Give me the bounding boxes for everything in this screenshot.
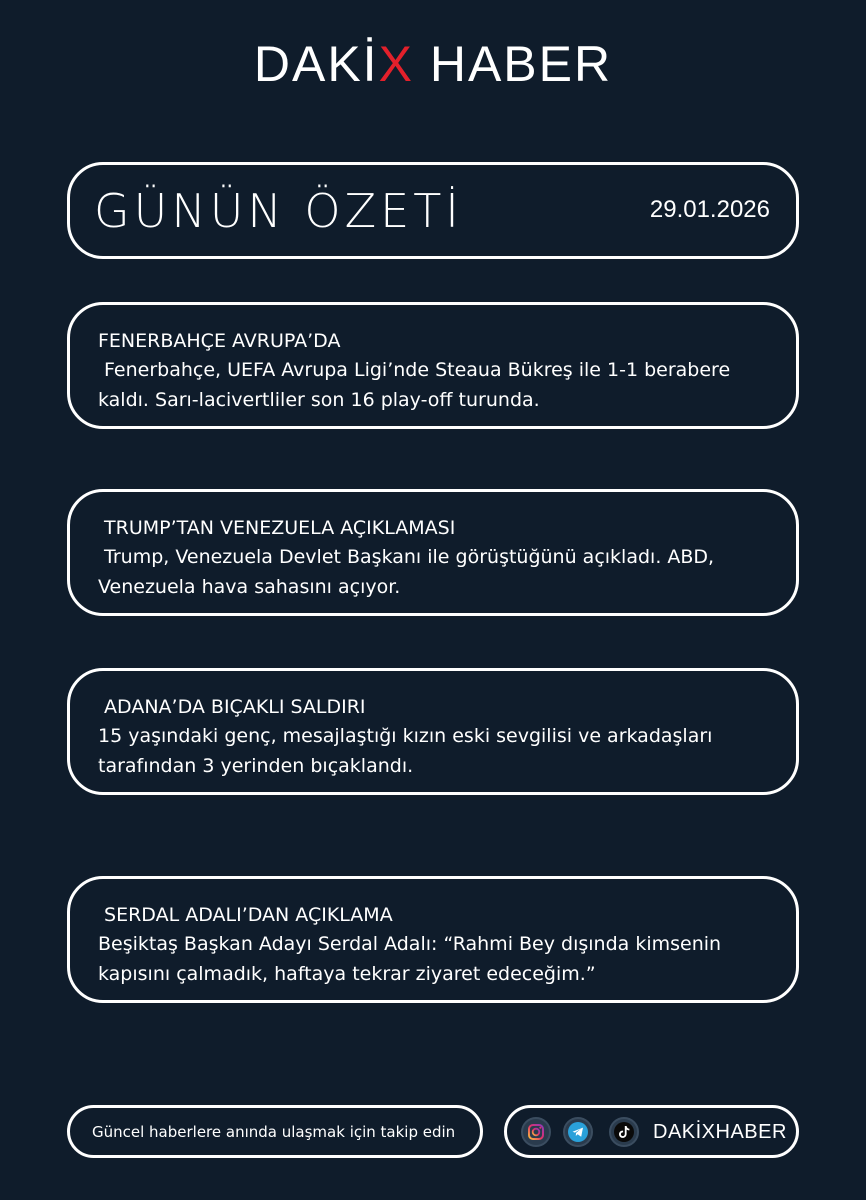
telegram-icon[interactable] [563, 1117, 593, 1147]
news-card [67, 489, 799, 616]
summary-date: 29.01.2026 [649, 196, 770, 223]
news-card [67, 302, 799, 429]
brand-logo-part1: DAKİ [253, 36, 379, 92]
brand-logo-accent: X [378, 36, 414, 92]
brand-logo [0, 34, 866, 94]
summary-header [67, 162, 799, 259]
news-card [67, 668, 799, 795]
social-bar [504, 1105, 799, 1158]
tiktok-icon[interactable] [609, 1117, 639, 1147]
page-title: GÜNÜN ÖZETİ [94, 184, 463, 238]
follow-text: Güncel haberlere anında ulaşmak için takip edin [92, 1123, 456, 1141]
follow-banner [67, 1105, 483, 1158]
news-body: 15 yaşındaki genç, mesajlaştığı kızın eski sevgilisi ve arkadaşları tarafından 3 yerinden bıçaklandı. [98, 725, 719, 777]
news-card [67, 876, 799, 1003]
news-body: Trump, Venezuela Devlet Başkanı ile görüştüğünü açıkladı. ABD, Venezuela hava sahasını açıyor. [98, 546, 721, 598]
news-title: ADANA’DA BIÇAKLI SALDIRI [98, 696, 366, 718]
instagram-icon[interactable] [521, 1117, 551, 1147]
brand-logo-part2: HABER [413, 36, 613, 92]
news-title: TRUMP’TAN VENEZUELA AÇIKLAMASI [98, 517, 456, 539]
social-handle[interactable]: DAKİXHABER [653, 1121, 787, 1143]
news-title: SERDAL ADALI’DAN AÇIKLAMA [98, 904, 393, 926]
news-body: Beşiktaş Başkan Adayı Serdal Adalı: “Rahmi Bey dışında kimsenin kapısını çalmadık, haftaya tekrar ziyaret edeceğim.” [98, 933, 728, 985]
news-title: FENERBAHÇE AVRUPA’DA [98, 330, 341, 352]
news-body: Fenerbahçe, UEFA Avrupa Ligi’nde Steaua Bükreş ile 1-1 berabere kaldı. Sarı-lacivertliler son 16 play-off turunda. [98, 359, 737, 411]
